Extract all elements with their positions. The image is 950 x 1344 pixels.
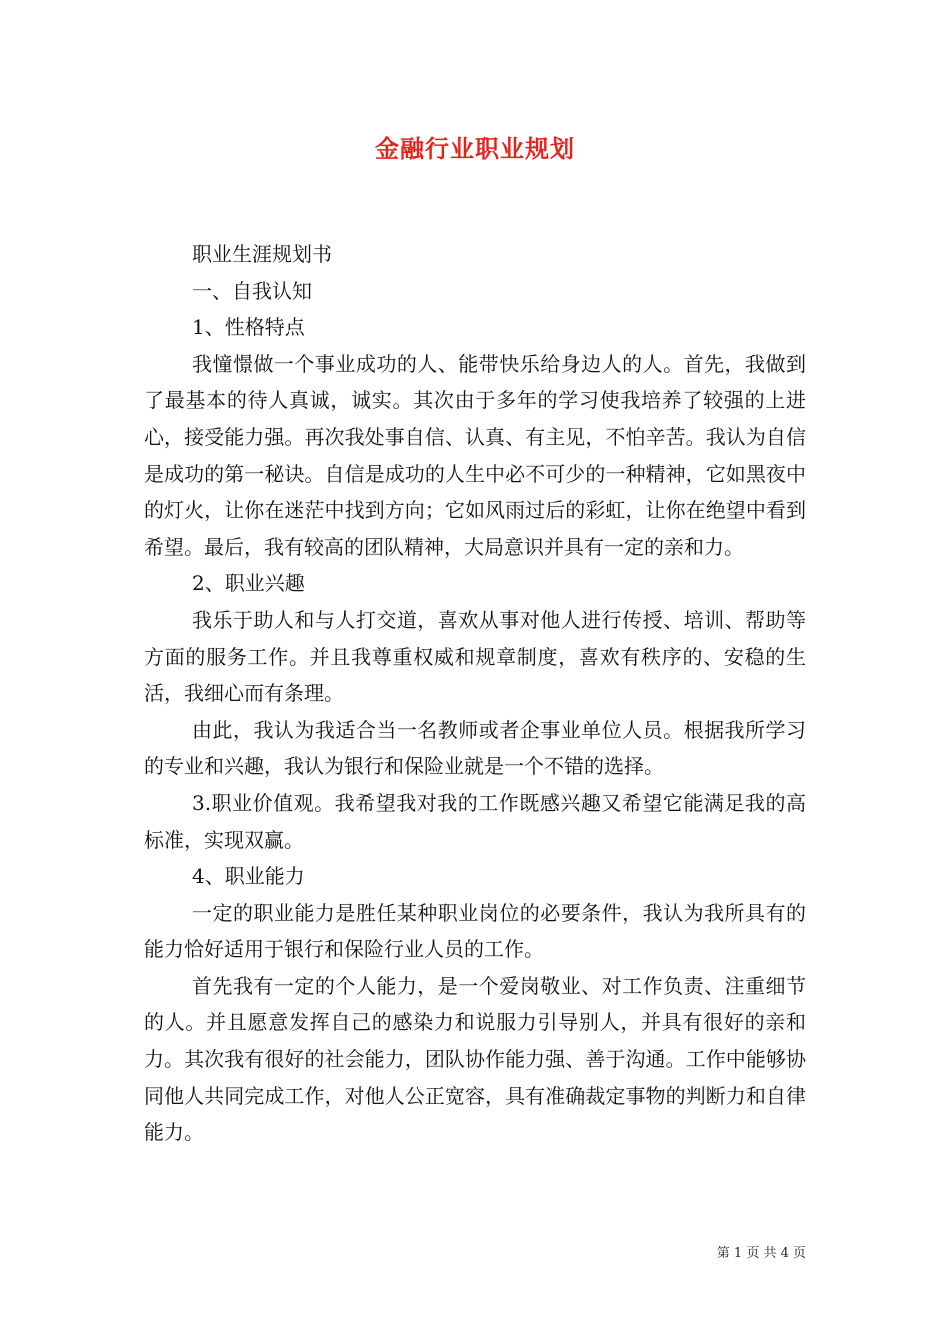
- paragraph-ability-detail: 首先我有一定的个人能力，是一个爱岗敬业、对工作负责、注重细节的人。并且愿意发挥自己的感染力和说服力引导别人，并具有很好的亲和力。其次我有很好的社会能力，团队协作能力强、善于沟通。工作中能够协同他人共同完成工作，对他人公正宽容，具有准确裁定事物的判断力和自律能力。: [144, 973, 806, 1145]
- paragraph-subsection-interest: 2、职业兴趣: [192, 571, 305, 596]
- paragraph-section-self-awareness: 一、自我认知: [192, 278, 312, 303]
- paragraph-personality-text: 我憧憬做一个事业成功的人、能带快乐给身边人的人。首先，我做到了最基本的待人真诚，诚实。其次由于多年的学习使我培养了较强的上进心，接受能力强。再次我处事自信、认真、有主见，不怕辛苦。我认为自信是成功的第一秘诀。自信是成功的人生中必不可少的一种精神，它如黑夜中的灯火，让你在迷茫中找到方向；它如风雨过后的彩虹，让你在绝望中看到希望。最后，我有较高的团队精神，大局意识并具有一定的亲和力。: [144, 351, 806, 559]
- paragraph-heading-plan: 职业生涯规划书: [192, 242, 332, 266]
- paragraph-subsection-ability: 4、职业能力: [192, 864, 305, 889]
- document-body: [144, 236, 806, 1151]
- paragraph-conclusion-text: 由此，我认为我适合当一名教师或者企事业单位人员。根据我所学习的专业和兴趣，我认为银行和保险业就是一个不错的选择。: [144, 717, 806, 779]
- paragraph-interest-text: 我乐于助人和与人打交道，喜欢从事对他人进行传授、培训、帮助等方面的服务工作。并且我尊重权威和规章制度，喜欢有秩序的、安稳的生活，我细心而有条理。: [144, 607, 806, 706]
- paragraph-ability-intro: 一定的职业能力是胜任某种职业岗位的必要条件，我认为我所具有的能力恰好适用于银行和保险行业人员的工作。: [144, 900, 806, 962]
- page-number-footer: 第 1 页 共 4 页: [716, 1246, 806, 1261]
- page-title: 金融行业职业规划: [375, 134, 575, 163]
- paragraph-values-text: 3.职业价值观。我希望我对我的工作既感兴趣又希望它能满足我的高标准，实现双赢。: [144, 790, 806, 852]
- paragraph-subsection-personality: 1、性格特点: [192, 315, 305, 340]
